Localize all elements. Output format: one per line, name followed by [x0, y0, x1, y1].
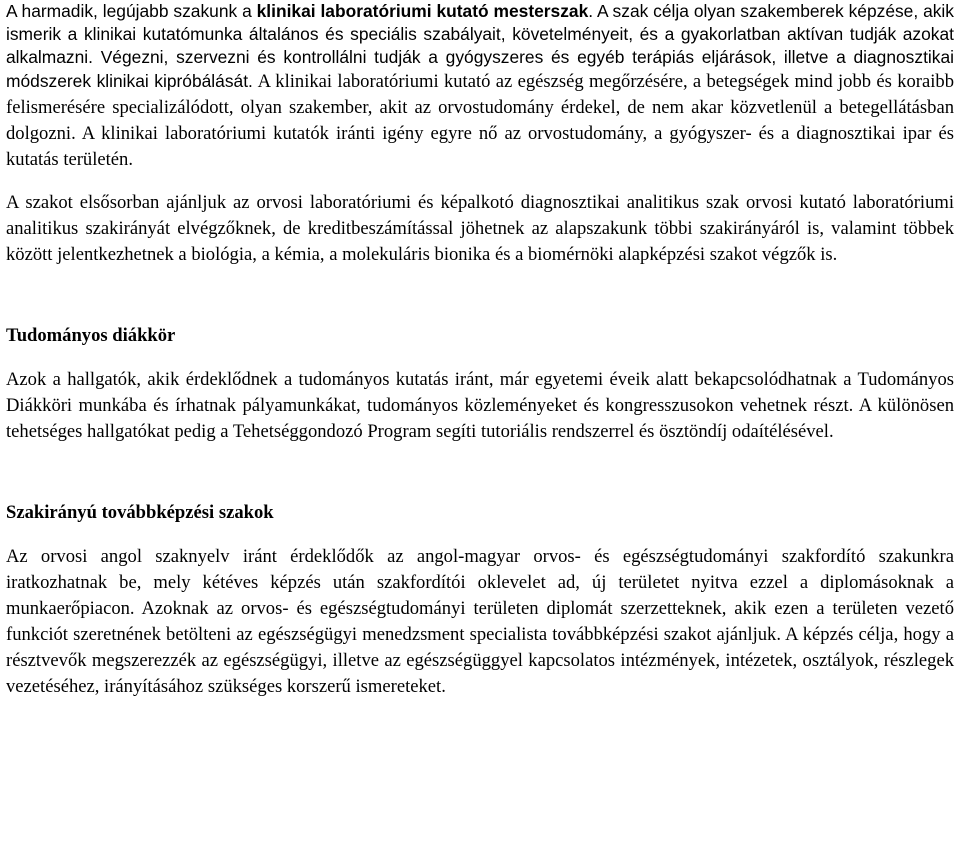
intro-text-researcher: A klinikai laboratóriumi kutató az egészség megőrzésére, a betegségek mind jobb és koraibb felismerésére specializálódott, olyan szakember, akit az orvostudomány érdekel, de nem akar közvetlenül a betegellátásban dolgozni. A klinikai laboratóriumi kutatók iránti igény egyre nő az orvostudomány, a gyógyszer- és a diagnosztikai ipar és kutatás területén.: [6, 71, 954, 170]
intro-paragraph: [6, 0, 954, 173]
student-research-paragraph: Azok a hallgatók, akik érdeklődnek a tudományos kutatás iránt, már egyetemi éveik alatt bekapcsolódhatnak a Tudományos Diákköri munkába és írhatnak pályamunkákat, tudományos közleményeket és kongresszusokon vehetnek részt. A különösen tehetséges hallgatókat pedig a Tehetséggondozó Program segíti tutoriális rendszerrel és ösztöndíj odaítélésével.: [6, 369, 954, 442]
section-heading-student-research: Tudományos diákkör: [6, 325, 176, 346]
program-name: klinikai laboratóriumi kutató mesterszak: [256, 1, 589, 21]
intro-text-goals: . A szak célja olyan szakemberek képzése, akik ismerik a klinikai kutatómunka általános és speciális szabályait, követelményeit, és a gyakorlatban aktívan tudják azokat alkalmazni. Végezni, szervezni és kontrollálni tudják a gyógyszeres és egyéb terápiás eljárások, illetve a diagnosztikai módszerek klinikai kipróbálását.: [6, 1, 954, 91]
intro-text-lead: A harmadik, legújabb szakunk a: [6, 1, 257, 21]
postgraduate-paragraph: Az orvosi angol szaknyelv iránt érdeklődők az angol-magyar orvos- és egészségtudományi szakfordító szakunkra iratkozhatnak be, mely kétéves képzés után szakfordítói oklevelet ad, új területet nyitva ezzel a diplomásoknak a munkaerőpiacon. Azoknak az orvos- és egészségtudományi területen diplomát szerzetteknek, akik ezen a területen vezető funkciót szeretnének betölteni az egészségügyi menedzsment specialista továbbképzési szakot ajánljuk. A képzés célja, hogy a résztvevők megszerezzék az egészségügyi, illetve az egészségüggyel kapcsolatos intézmények, intézetek, osztályok, részlegek vezetéséhez, irányításához szükséges korszerű ismereteket.: [6, 546, 954, 697]
recommendation-paragraph: A szakot elsősorban ajánljuk az orvosi laboratóriumi és képalkotó diagnosztikai analitikus szak orvosi kutató laboratóriumi analitikus szakirányát elvégzőknek, de kreditbeszámítással jöhetnek az alapszakunk többi szakirányáról is, valamint többek között jelentkezhetnek a biológia, a kémia, a molekuláris bionika és a biomérnöki alapképzési szakot végzők is.: [6, 192, 954, 265]
section-heading-postgraduate: Szakirányú továbbképzési szakok: [6, 502, 274, 523]
